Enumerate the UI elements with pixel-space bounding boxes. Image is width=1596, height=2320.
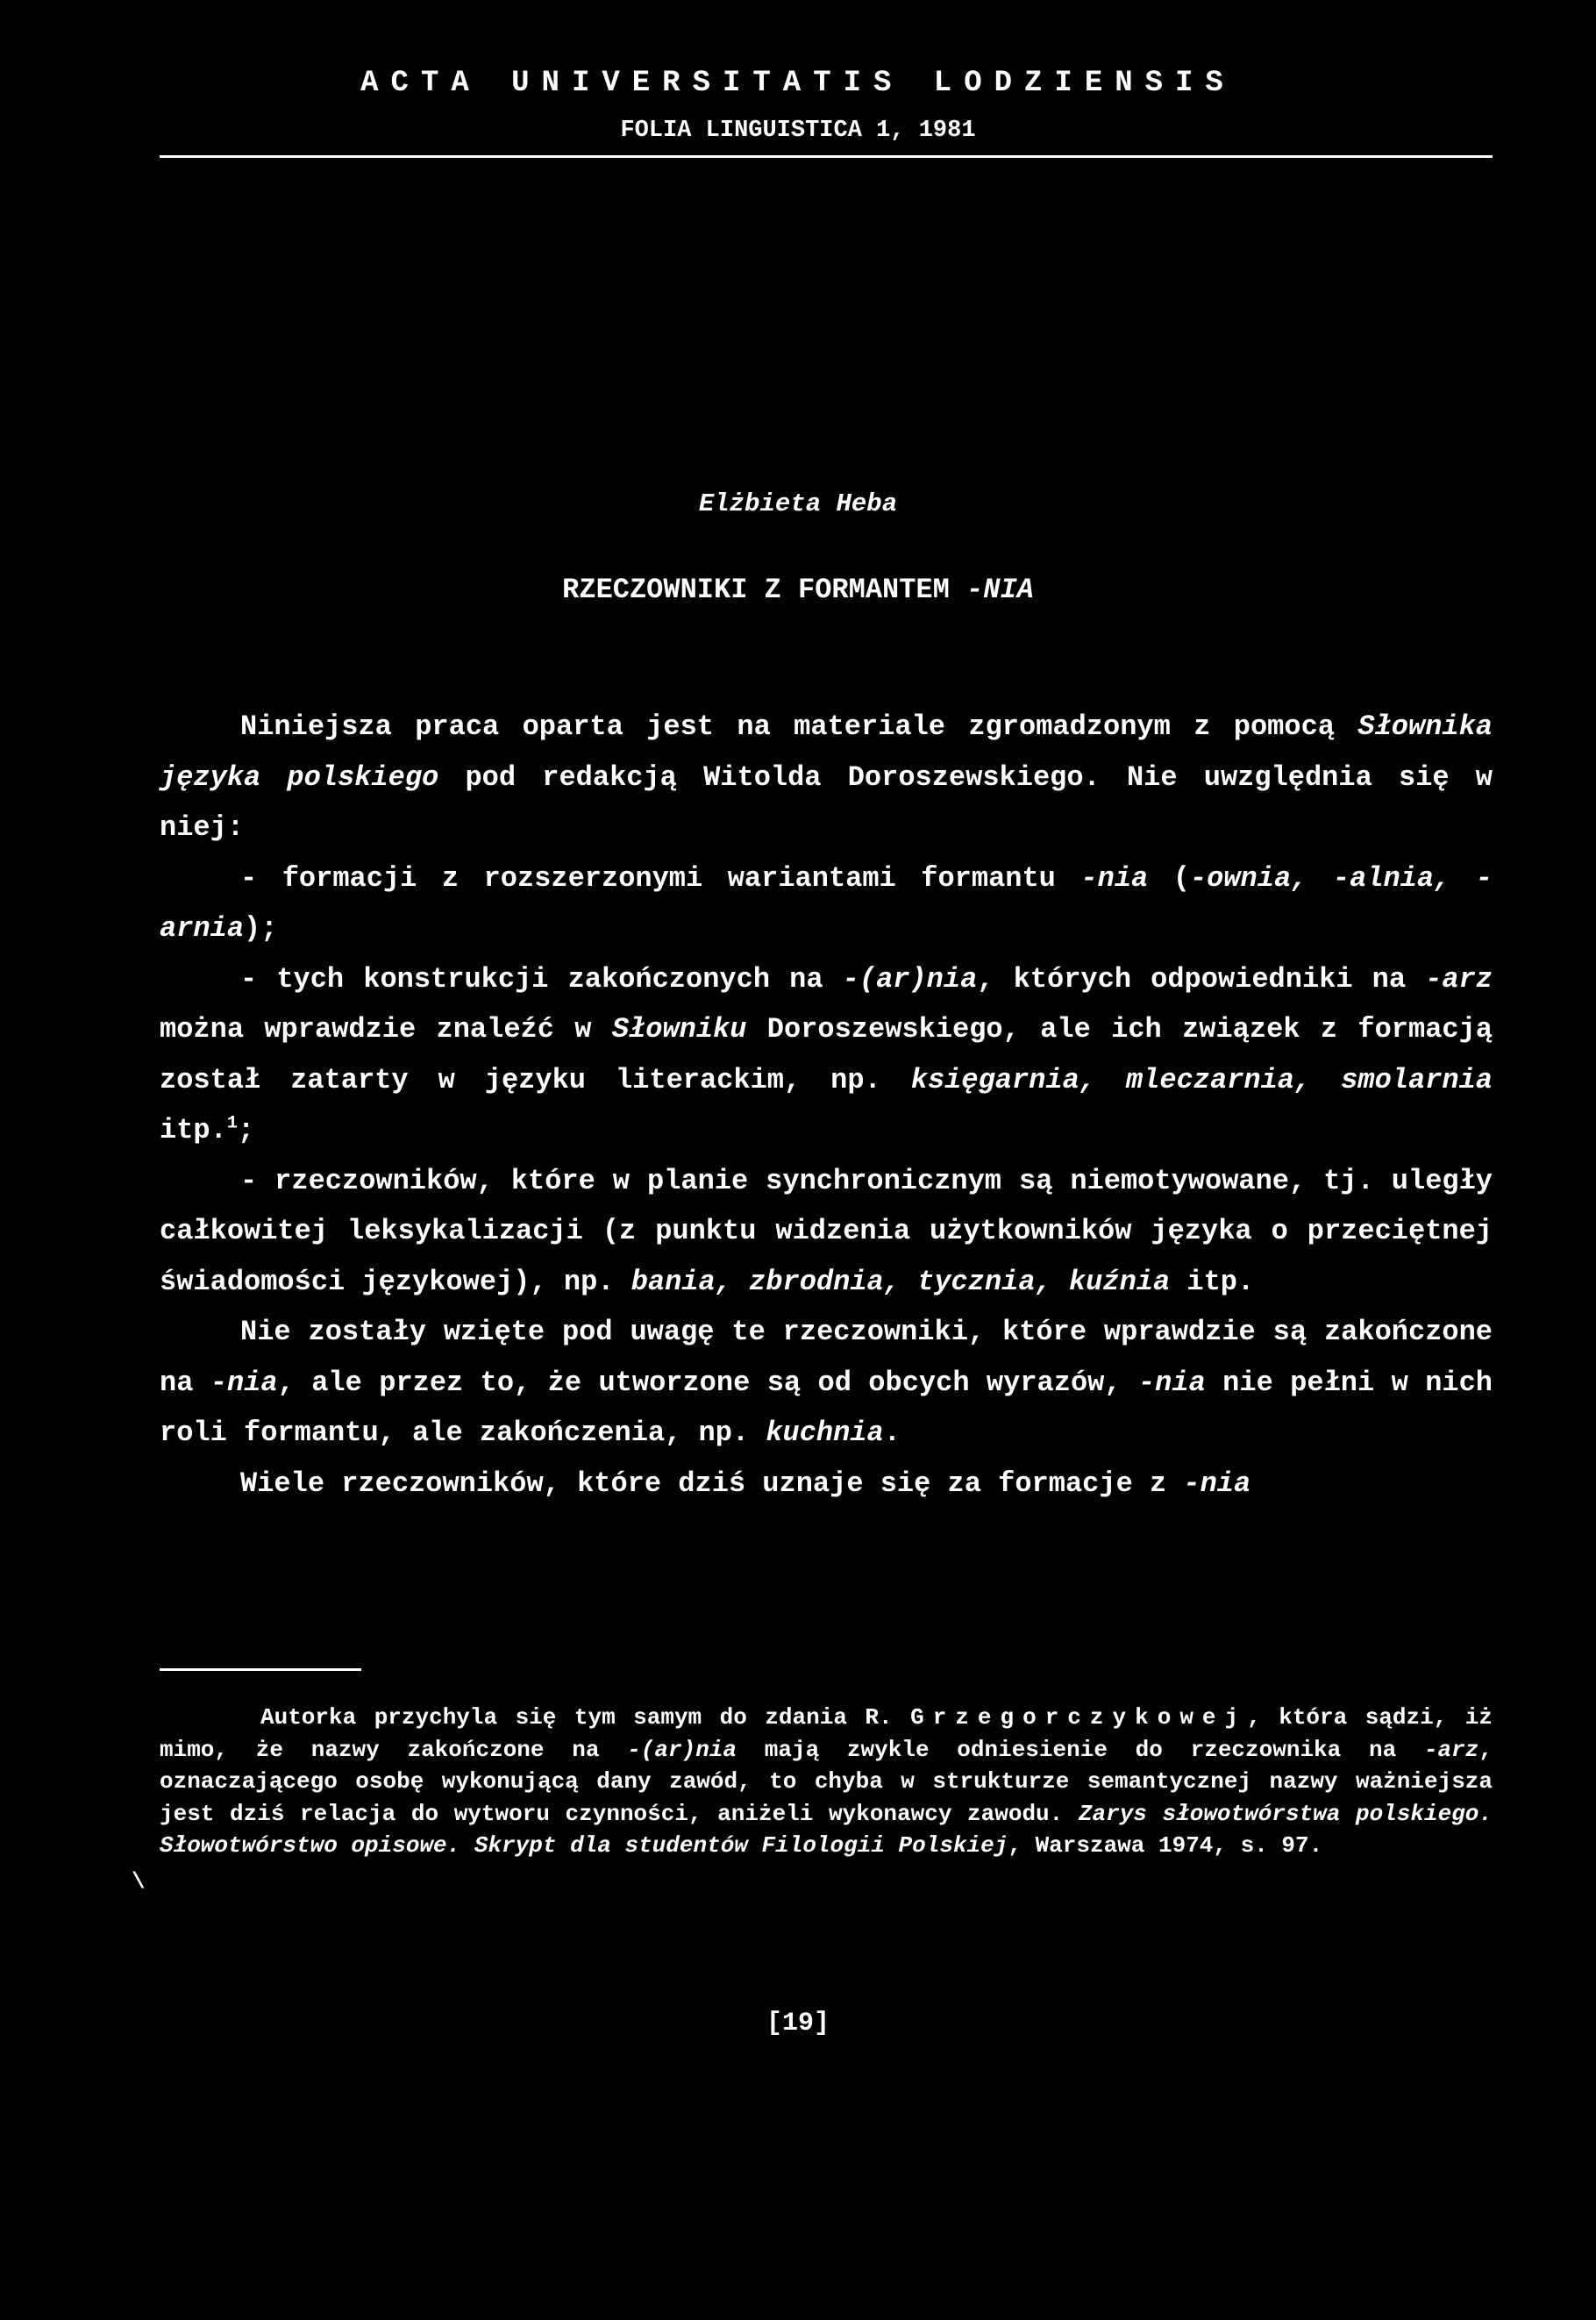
header-rule (160, 155, 1493, 158)
author-name: Elżbieta Heba (698, 489, 898, 518)
i2-text-c: , których odpowiedniki na (977, 962, 1426, 996)
p2-italic-b: -nia (210, 1366, 278, 1399)
p2-text-e: nie pełni w nich roli formantu, ale zakończenia, np. (160, 1366, 1493, 1449)
i3-text-a: - rzeczowników, które w planie synchronicznym są niemotywowane, tj. uległy całkowitej leksykalizacji (z punktu widzenia użytkowników języka o przeciętnej świadomości językowej), np. (160, 1164, 1493, 1298)
footnote-rule (160, 1668, 361, 1671)
p2-italic-example: kuchnia (766, 1417, 884, 1449)
exclusion-item-1 (160, 853, 1493, 954)
fn-text-d: mają zwykle odniesienie do rzeczownika na (737, 1736, 1424, 1763)
fn-italic-c: -(ar)nia (627, 1736, 737, 1763)
article-title (0, 574, 1596, 606)
fn-italic-e: -arz (1423, 1736, 1479, 1763)
exclusion-item-2 (160, 954, 1493, 1156)
i2-italic-examples: księgarnia, mleczarnia, smolarnia (910, 1063, 1493, 1096)
margin-mark-icon: \ (132, 1868, 146, 1895)
paragraph-3 (160, 1459, 1493, 1510)
i1-italic-b: -nia (1080, 861, 1149, 895)
body-text (160, 702, 1493, 1509)
journal-title: ACTA UNIVERSITATIS LODZIENSIS (360, 67, 1236, 100)
p2-italic-d: -nia (1137, 1366, 1206, 1399)
i1-text-a: - formacji z rozszerzonymi wariantami formantu (240, 861, 1081, 895)
p3-italic-b: -nia (1183, 1467, 1251, 1500)
i1-text-c: ( (1148, 861, 1190, 895)
p1-text-a: Niniejsza praca oparta jest na materiale zgromadzonym z pomocą (240, 710, 1358, 743)
exclusion-item-3 (160, 1156, 1493, 1308)
fn-text-h: , Warszawa 1974, s. 97. (1008, 1832, 1323, 1859)
fn-text-a: Autorka przychyla się tym samym do zdania R. (260, 1704, 911, 1731)
p1-italic-dictionary: Słownika języka polskiego (160, 710, 1493, 794)
p2-text-a: Nie zostały wzięte pod uwagę te rzeczowniki, które wprawdzie są zakończone na (160, 1316, 1493, 1399)
p2-text-c: , ale przez to, że utworzone są od obcych wyrazów, (277, 1366, 1138, 1399)
fn-text-f: , oznaczającego osobę wykonującą dany zawód, to chyba w strukturze semantycznej nazwy ważniejsza jest dziś relacja do wytworu czynności, aniżeli wykonawcy zawodu. (160, 1736, 1493, 1827)
p1-text-c: pod redakcją Witolda Doroszewskiego. Nie uwzględnia się w niej: (160, 760, 1493, 844)
fn-author-spaced: Grzegorczykowej (910, 1704, 1248, 1731)
i1-text-e: ); (244, 912, 278, 945)
i2-text-j: ; (237, 1114, 255, 1146)
i2-italic-d: -arz (1425, 962, 1493, 996)
title-main: RZECZOWNIKI Z FORMANTEM (562, 574, 967, 606)
page-number: [19] (766, 2009, 830, 2038)
footnote-text (160, 1702, 1493, 1862)
i3-italic-examples: bania, zbrodnia, tycznia, kuźnia (631, 1265, 1171, 1298)
i2-text-i: itp. (160, 1114, 227, 1146)
paragraph-2 (160, 1307, 1493, 1459)
i2-text-a: - tych konstrukcji zakończonych na (240, 962, 843, 996)
i1-italic-d: -ownia, -alnia, -arnia (160, 861, 1493, 945)
series-line: FOLIA LINGUISTICA 1, 1981 (620, 118, 976, 144)
footnote-marker[interactable]: 1 (226, 1113, 238, 1134)
title-suffix: -NIA (966, 574, 1034, 606)
fn-text-b: , która sądzi, iż mimo, że nazwy zakończone na (160, 1704, 1493, 1763)
footnote (160, 1702, 1493, 1862)
i2-italic-b: -(ar)nia (842, 962, 978, 996)
i3-text-c: itp. (1170, 1265, 1255, 1298)
paragraph-1 (160, 702, 1493, 853)
i2-italic-f: Słowniku (611, 1013, 747, 1046)
p3-text-a: Wiele rzeczowników, które dziś uznaje się za formacje z (240, 1467, 1184, 1500)
i2-text-g: Doroszewskiego, ale ich związek z formacją został zatarty w języku literackim, np. (160, 1013, 1493, 1096)
p2-text-g: . (883, 1417, 901, 1449)
fn-italic-reference: Zarys słowotwórstwa polskiego. Słowotwórstwo opisowe. Skrypt dla studentów Filologii Polskiej (160, 1800, 1493, 1859)
i2-text-e: można wprawdzie znaleźć w (160, 1013, 612, 1046)
